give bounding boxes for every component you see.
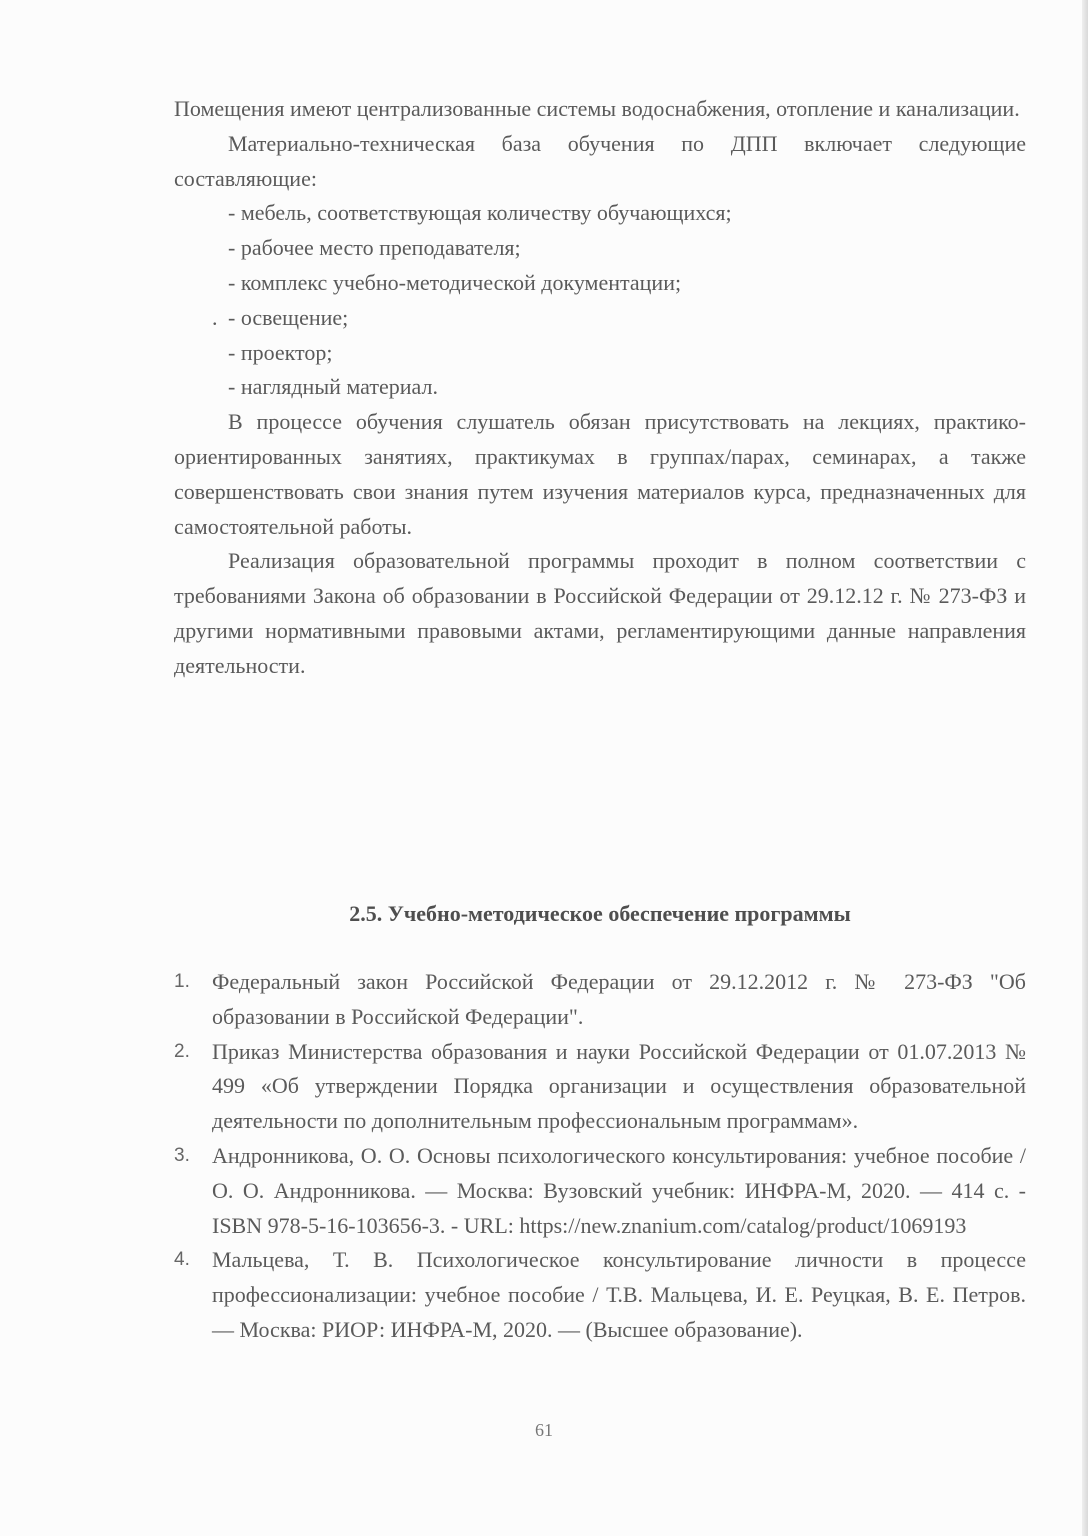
page-edge-shadow — [1082, 0, 1088, 1536]
paragraph-facilities: Помещения имеют централизованные системы водоснабжения, отопление и канализации. — [174, 96, 1020, 121]
list-item-projector: - проектор; — [228, 339, 333, 365]
section-heading: 2.5. Учебно-методическое обеспечение программы — [349, 901, 851, 926]
paragraph-program-compliance: Реализация образовательной программы проходит в полном соответствии с требованиями Закона об образовании в Российской Федерации от 29.12.12 г. № 273-ФЗ и другими нормативными правовыми актами, регламентирующими данные направления деятельности. — [174, 548, 1026, 678]
stray-mark: . — [212, 304, 218, 330]
reference-number: 2. — [174, 1040, 190, 1062]
reference-list — [174, 965, 1026, 1348]
reference-number: 3. — [174, 1144, 190, 1166]
reference-item — [174, 1243, 1026, 1347]
list-item-visual-material: - наглядный материал. — [228, 374, 438, 400]
paragraph-material-base: Материально-техническая база обучения по ДПП включает следующие составляющие: — [174, 130, 1026, 191]
reference-text: Приказ Министерства образования и науки Российской Федерации от 01.07.2013 № 499 «Об утверждении Порядка организации и осуществления образовательной деятельности по дополнительным профессиональным программам». — [212, 1038, 1026, 1134]
list-item-teacher-workplace: - рабочее место преподавателя; — [228, 235, 521, 261]
page-number: 61 — [535, 1420, 553, 1440]
reference-item — [174, 965, 1026, 1035]
reference-item — [174, 1035, 1026, 1139]
reference-item — [174, 1139, 1026, 1243]
list-item-documentation: - комплекс учебно-методической документации; — [228, 269, 682, 295]
list-item-furniture: - мебель, соответствующая количеству обучающихся; — [228, 200, 732, 226]
reference-text: Федеральный закон Российской Федерации от 29.12.2012 г. № 273-ФЗ "Об образовании в Российской Федерации". — [212, 969, 1026, 1029]
paragraph-learning-process: В процессе обучения слушатель обязан присутствовать на лекциях, практико-ориентированных занятиях, практикумах в группах/парах, семинарах, а также совершенствовать свои знания путем изучения материалов курса, предназначенных для самостоятельной работы. — [174, 409, 1026, 539]
reference-number: 1. — [174, 971, 190, 992]
body-text — [174, 92, 1026, 684]
list-item-lighting-text: - освещение; — [228, 304, 349, 330]
reference-text: Андронникова, О. О. Основы психологического консультирования: учебное пособие / О. О. Андронникова. — Москва: Вузовский учебник: ИНФРА-М, 2020. — 414 с. - ISBN 978-5-16-103656-3. - URL: https://new.znanium.com/catalog/product/1069193 — [212, 1142, 1026, 1238]
reference-text: Мальцева, Т. В. Психологическое консультирование личности в процессе профессионализации: учебное пособие / Т.В. Мальцева, И. Е. Реуцкая, В. Е. Петров. — Москва: РИОР: ИНФРА-М, 2020. — (Высшее образование). — [212, 1247, 1026, 1342]
list-item-lighting — [174, 301, 1026, 336]
reference-number: 4. — [174, 1249, 190, 1271]
